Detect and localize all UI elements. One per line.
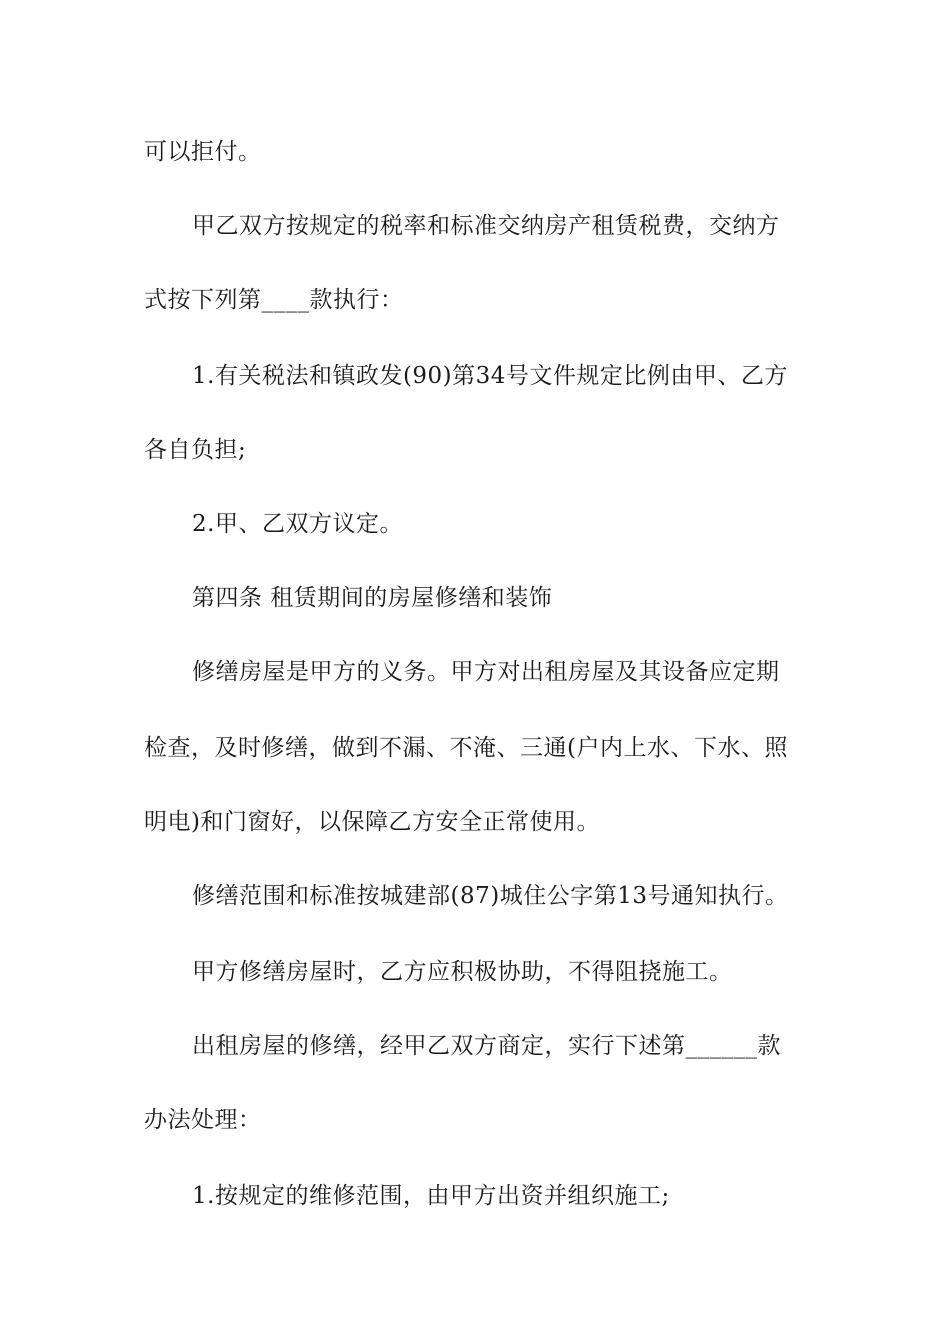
text-line-5: 各自负担; — [144, 437, 247, 463]
text-line-12: 甲方修缮房屋时，乙方应积极协助，不得阻挠施工。 — [192, 959, 733, 985]
text-line-14: 办法处理： — [144, 1107, 262, 1133]
text-line-9: 检查，及时修缮，做到不漏、不淹、三通(户内上水、下水、照 — [144, 735, 788, 761]
section-heading: 第四条 租赁期间的房屋修缮和装饰 — [192, 585, 553, 611]
text-line-6: 2.甲、乙双方议定。 — [192, 511, 403, 537]
text-line-11: 修缮范围和标准按城建部(87)城住公字第13号通知执行。 — [192, 883, 789, 909]
text-line-2: 甲乙双方按规定的税率和标准交纳房产租赁税费，交纳方 — [192, 213, 780, 239]
text-line-4: 1.有关税法和镇政发(90)第34号文件规定比例由甲、乙方 — [192, 363, 788, 389]
text-line-13: 出租房屋的修缮，经甲乙双方商定，实行下述第______款 — [192, 1033, 781, 1059]
text-line-1: 可以拒付。 — [144, 139, 262, 165]
text-line-15: 1.按规定的维修范围，由甲方出资并组织施工; — [192, 1183, 670, 1209]
text-line-8: 修缮房屋是甲方的义务。甲方对出租房屋及其设备应定期 — [192, 659, 780, 685]
text-line-3: 式按下列第____款执行： — [144, 287, 404, 313]
text-line-10: 明电)和门窗好，以保障乙方安全正常使用。 — [144, 809, 600, 835]
